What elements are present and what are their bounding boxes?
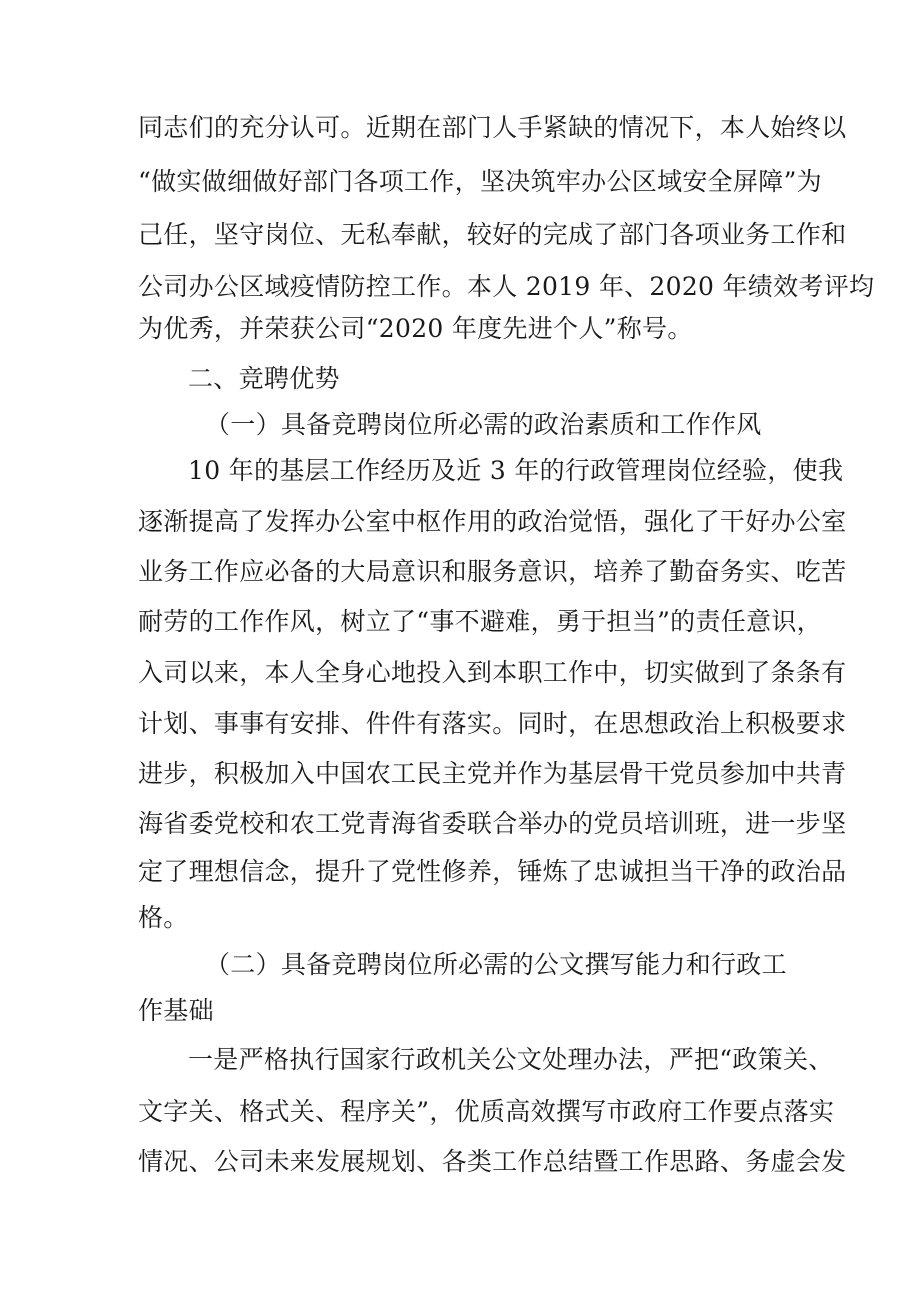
subsection-heading: （二）具备竞聘岗位所必需的公文撰写能力和行政工 bbox=[205, 950, 787, 979]
paragraph-line: 为优秀，并荣获公司“2020 年度先进个人”称号。 bbox=[138, 314, 693, 343]
paragraph-line: 耐劳的工作作风，树立了“事不避难，勇于担当”的责任意识， bbox=[138, 607, 822, 636]
paragraph-line: 业务工作应必备的大局意识和服务意识，培养了勤奋务实、吃苦 bbox=[138, 557, 847, 586]
paragraph-line: 入司以来，本人全身心地投入到本职工作中，切实做到了条条有 bbox=[138, 658, 847, 687]
paragraph-line: 定了理想信念，提升了党性修养，锤炼了忠诚担当干净的政治品 bbox=[138, 857, 847, 886]
subsection-heading-continued: 作基础 bbox=[138, 996, 214, 1025]
section-heading: 二、竞聘优势 bbox=[188, 364, 340, 393]
paragraph-line: 情况、公司未来发展规划、各类工作总结暨工作思路、务虚会发 bbox=[138, 1147, 847, 1176]
paragraph-line: 公司办公区域疫情防控工作。本人 2019 年、2020 年绩效考评均 bbox=[138, 272, 875, 301]
paragraph-line: 计划、事事有安排、件件有落实。同时，在思想政治上积极要求 bbox=[138, 709, 847, 738]
paragraph-line: 格。 bbox=[138, 903, 189, 932]
paragraph-line: 己任，坚守岗位、无私奉献，较好的完成了部门各项业务工作和 bbox=[138, 220, 847, 249]
paragraph-line: 海省委党校和农工党青海省委联合举办的党员培训班，进一步坚 bbox=[138, 809, 847, 838]
paragraph-line: 10 年的基层工作经历及近 3 年的行政管理岗位经验，使我 bbox=[188, 456, 844, 485]
paragraph-line: 文字关、格式关、程序关”，优质高效撰写市政府工作要点落实 bbox=[138, 1097, 835, 1126]
subsection-heading: （一）具备竞聘岗位所必需的政治素质和工作作风 bbox=[205, 410, 762, 439]
paragraph-line: 同志们的充分认可。近期在部门人手紧缺的情况下，本人始终以 bbox=[138, 113, 847, 142]
paragraph-line: 一是严格执行国家行政机关公文处理办法，严把“政策关、 bbox=[188, 1045, 834, 1074]
paragraph-line: “做实做细做好部门各项工作，坚决筑牢办公区域安全屏障”为 bbox=[138, 167, 822, 196]
paragraph-line: 进步，积极加入中国农工民主党并作为基层骨干党员参加中共青 bbox=[138, 759, 847, 788]
paragraph-line: 逐渐提高了发挥办公室中枢作用的政治觉悟，强化了干好办公室 bbox=[138, 507, 847, 536]
